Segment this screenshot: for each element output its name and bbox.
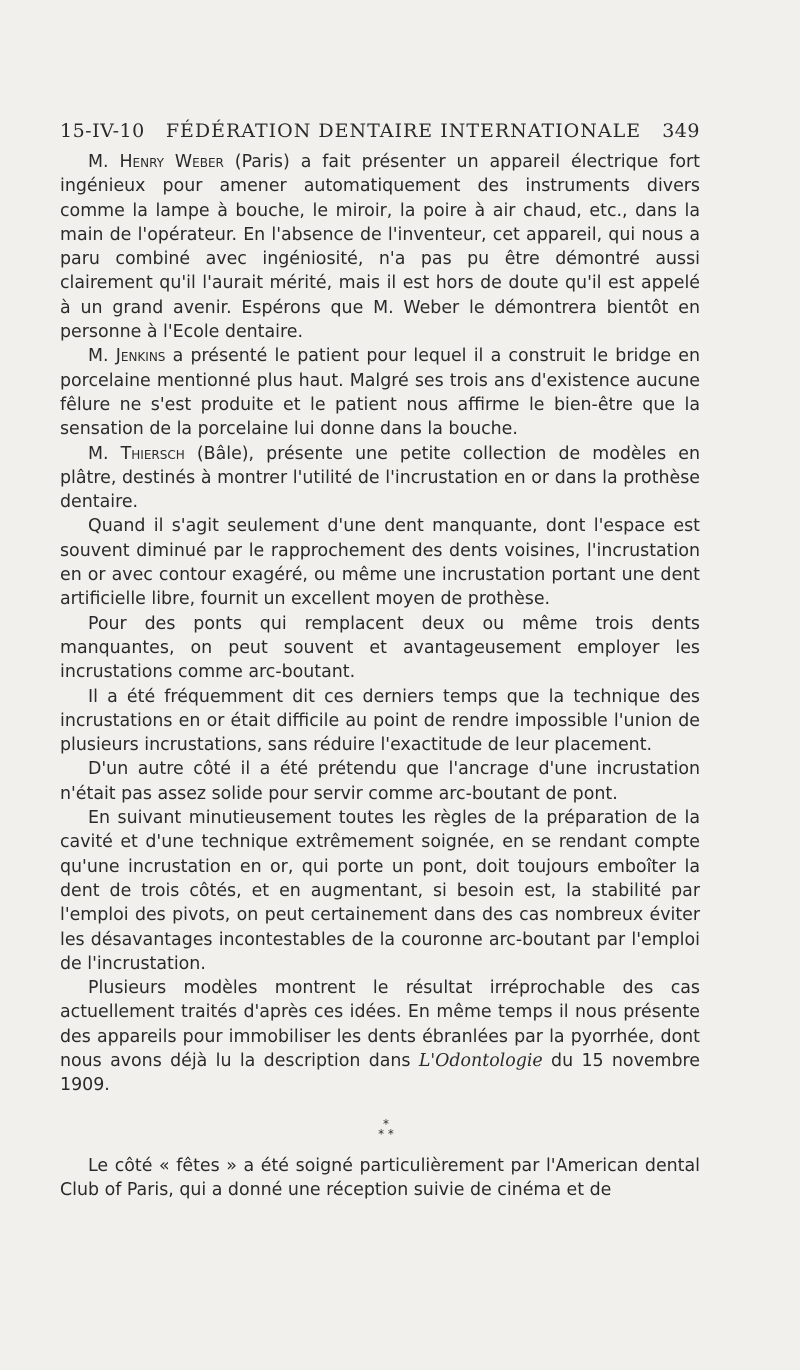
- person-name: Henry Weber: [119, 152, 224, 172]
- separator-top: *: [383, 1116, 389, 1131]
- paragraph-thiersch: M. Thiersch (Bâle), présente une petite collection de modèles en plâtre, destinés à montrer l'utilité de l'incrustation en or dans la prothèse dentaire.: [60, 443, 701, 513]
- separator-bottom: * *: [378, 1126, 394, 1141]
- article-body: [60, 150, 700, 1202]
- person-name: Jenkins: [115, 346, 166, 367]
- paragraph: D'un autre côté il a été prétendu que l'ancrage d'une incrustation n'était pas assez solide pour servir comme arc-boutant de pont.: [60, 759, 700, 804]
- paragraph-weber: M. Henry Weber (Paris) a fait présenter un appareil électrique fort ingénieux pour amener automatiquement des instruments divers comme la lampe à bouche, le miroir, la poire à air chaud, etc., dans la main de l'opérateur. En l'absence de l'inventeur, cet appareil, qui nous a paru combiné avec ingéniosité, n'a pas pu être démontré aussi clairement qu'il l'aurait mérité, mais il est hors de doute qu'il est appelé à un grand avenir. Espérons que M. Weber le démontrera bientôt en personne à l'Ecole dentaire.: [60, 152, 701, 343]
- paragraph: En suivant minutieusement toutes les règles de la préparation de la cavité et d'une technique extrêmement soignée, en se rendant compte qu'une incrustation en or, qui porte un pont, doit toujours emboîter la dent de trois côtés, et en augmentant, si besoin est, la stabilité par l'emploi des pivots, on peut certainement dans des cas nombreux éviter les désavantages incontestables de la couronne arc-boutant par l'emploi de l'incrustation.: [60, 808, 700, 974]
- header-title: FÉDÉRATION DENTAIRE INTERNATIONALE: [165, 120, 642, 142]
- section-separator: [60, 1116, 700, 1141]
- paragraph: Plusieurs modèles montrent le résultat irréprochable des cas actuellement traités d'après ces idées. En même temps il nous présente des appareils pour immobiliser les dents ébranlées par la pyorrhée, dont nous avons déjà lu la description dans L'Odontologie du 15 novembre 1909.: [60, 978, 701, 1096]
- journal-title: L'Odontologie: [418, 1050, 543, 1071]
- paragraph-closing: Le côté « fêtes » a été soigné particulièrement par l'American dental Club of Paris, qui a donné une réception suivie de cinéma et de: [60, 1155, 700, 1200]
- page-header: [60, 120, 700, 150]
- person-name: Thiersch: [120, 443, 185, 464]
- paragraph-jenkins: M. Jenkins a présenté le patient pour lequel il a construit le bridge en porcelaine mentionné plus haut. Malgré ses trois ans d'existence aucune fêlure ne s'est produite et le patient nous affirme le bien-être que la sensation de la porcelaine lui donne dans la bouche.: [60, 346, 700, 440]
- paragraph: Il a été fréquemment dit ces derniers temps que la technique des incrustations en or était difficile au point de rendre impossible l'union de plusieurs incrustations, sans réduire l'exactitude de leur placement.: [60, 686, 700, 756]
- page-number: 349: [662, 120, 700, 142]
- paragraph: Pour des ponts qui remplacent deux ou même trois dents manquantes, on peut souvent et avantageusement employer les incrustations comme arc-boutant.: [60, 613, 700, 683]
- paragraph: Quand il s'agit seulement d'une dent manquante, dont l'espace est souvent diminué par le rapprochement des dents voisines, l'incrustation en or avec contour exagéré, ou même une incrustation portant une dent artificielle libre, fournit un excellent moyen de prothèse.: [60, 516, 700, 610]
- document-page: [60, 120, 700, 1202]
- header-date: 15-IV-10: [60, 120, 145, 142]
